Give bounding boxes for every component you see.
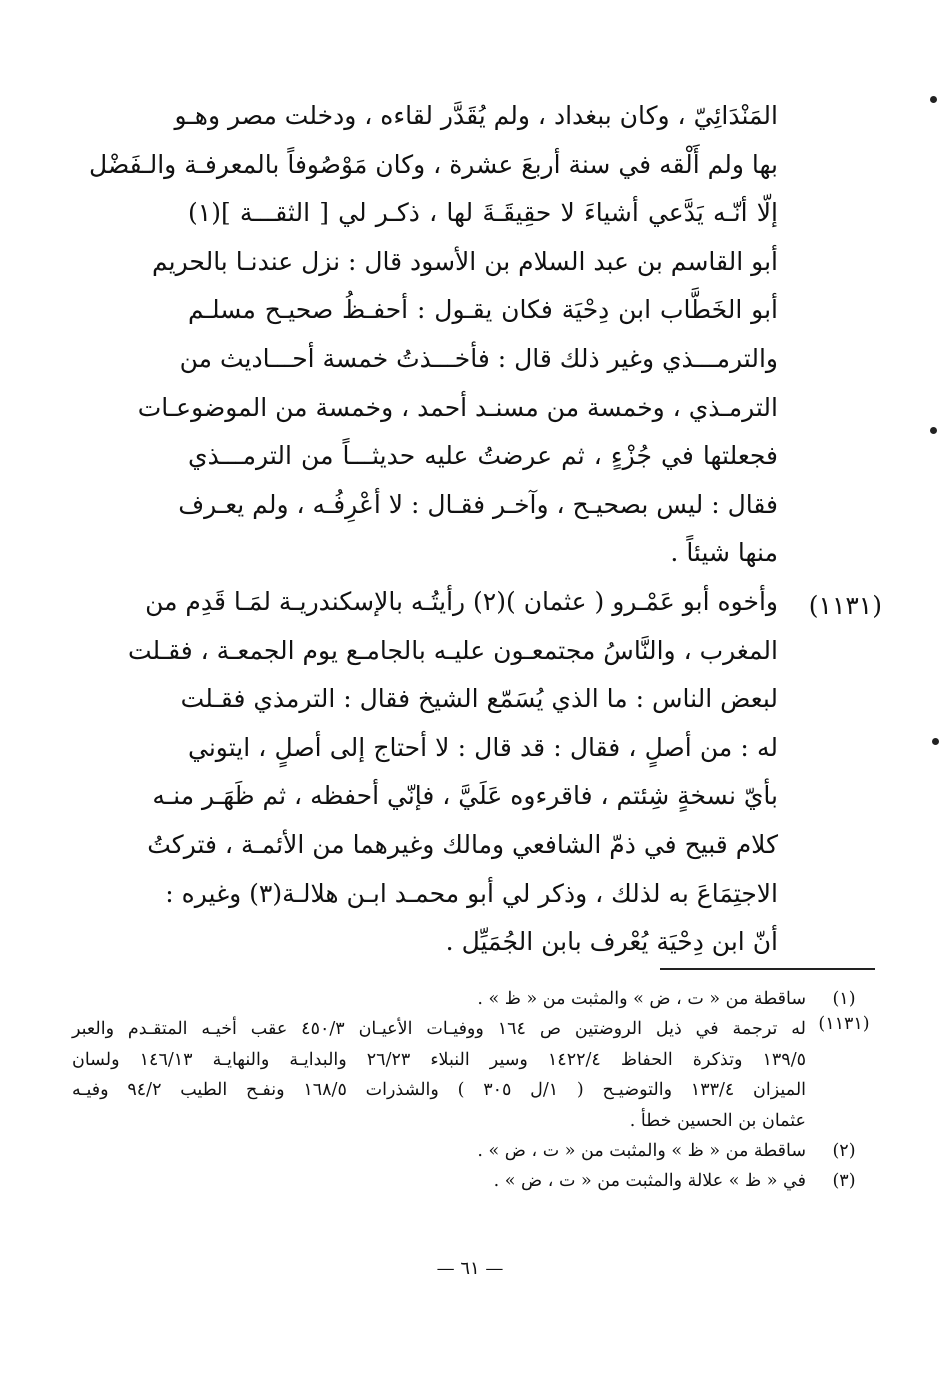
text-line: وأخوه أبو عَمْـرو ( عثمان )(٢) رأيتُـه بالإسكندريـة لمَـا قَدِم من [145, 587, 778, 616]
text-line: منها شيئاً . [670, 538, 778, 568]
text-line: فجعلتها في جُزْءٍ ، ثم عرضتُ عليه حديثـــاً من الترمـــذي [188, 441, 778, 471]
text-line: الاجتِمَاعَ به لذلك ، وذكر لي أبو محمـد ابـن هلالـة(٣) وغيره : [165, 878, 778, 908]
footnote-text: ساقطة من « ت ، ض » والمثبت من « ظ » . [477, 989, 806, 1009]
footnote-text: في « ظ » علالة والمثبت من « ت ، ض » . [493, 1171, 806, 1191]
text-line: كلام قبيح في ذمّ الشافعي ومالك وغيرهما من الأئمـة ، فتركتُ [147, 829, 778, 859]
footnote-number: (١) [832, 989, 856, 1009]
text-line: أنّ ابن دِحْيَة يُعْرف بابن الجُمَيِّل . [445, 927, 778, 957]
text-line: المَنْدَائِيّ ، وكان ببغداد ، ولم يُقَدَّر لقاءه ، ودخلت مصر وهـو [174, 101, 778, 130]
text-line: لبعض الناس : ما الذي يُسَمّع الشيخ فقال : الترمذي فقـلت [180, 684, 778, 714]
footnote-line: ١٣٩/٥ وتذكرة الحفاظ ١٤٢٢/٤ وسير النبلاء ٢٦/٢٣ والبدايـة والنهايـة ١٤٦/١٣ ولسان [72, 1049, 806, 1070]
footnote-1131 [72, 1014, 882, 1136]
text-line: له : من أصلٍ ، فقال : قد قال : لا أحتاج إلى أصلٍ ، ايتوني [188, 732, 778, 762]
footnote-number: (٢) [832, 1141, 856, 1161]
text-line: فقال : ليس بصحيـح ، وآخـر فقـال : لا أعْرِفُـه ، ولم يعـرف [178, 489, 778, 519]
text-line: أبو القاسم بن عبد السلام بن الأسود قال : نزل عندنـا بالحريم [152, 246, 778, 276]
footnote-line: له ترجمة في ذيل الروضتين ص ١٦٤ ووفيـات الأعيـان ٤٥٠/٣ عقب أخيـه المتقـدم والعبر [72, 1019, 806, 1039]
footnote-text: ساقطة من « ظ » والمثبت من « ت ، ض » . [477, 1141, 806, 1161]
footnotes [72, 984, 882, 1196]
footnote-1 [72, 984, 882, 1014]
footnote-separator [660, 968, 875, 970]
margin-mark [930, 427, 937, 434]
margin-mark [932, 738, 939, 745]
footnote-number: (١١٣١) [818, 1014, 870, 1034]
text-line: أبو الخَطَّاب ابن دِحْيَة فكان يقـول : أحفـظُ صحيـح مسلـم [188, 295, 778, 325]
text-line: إلّا أنّـه يَدَّعي أشياءَ لا حقِيقَـةَ لها ، ذكـر لي [ الثقـــة ](١) [188, 198, 778, 228]
text-line: بأيّ نسخةٍ شِئتم ، فاقرءوه عَلَيَّ ، فإنّي أحفظه ، ثم ظَهَـر منـه [152, 781, 778, 811]
footnote-number: (٣) [832, 1171, 856, 1191]
text-line: الترمـذي ، وخمسة من مسنـد أحمد ، وخمسة من الموضوعـات [137, 392, 778, 422]
footnote-2 [72, 1136, 882, 1166]
text-line: بها ولم أَلْقه في سنة أربعَ عشرة ، وكان مَوْصُوفاً بالمعرفـة والـفَضْل [89, 149, 778, 179]
margin-mark [930, 96, 937, 103]
text-line: والترمـــذي وغير ذلك قال : فأخـــذتُ خمسة أحـــاديث من [179, 343, 778, 373]
entry-number: (١١٣١) [808, 591, 882, 620]
footnote-3 [72, 1166, 882, 1196]
footnote-line: الميزان ١٣٣/٤ والتوضيـح ( ١/ل ٣٠٥ ) والشذرات ١٦٨/٥ ونفـح الطيب ٩٤/٢ وفيـه [72, 1080, 807, 1100]
main-text [89, 92, 778, 578]
text-line: المغرب ، والنَّاسُ مجتمعـون عليـه بالجامـع يوم الجمعـة ، فقـلت [127, 635, 778, 665]
footnote-line: عثمان بن الحسين خطأ . [629, 1110, 806, 1131]
entry-text [127, 578, 778, 967]
page-number: — ٦١ — [436, 1258, 504, 1279]
